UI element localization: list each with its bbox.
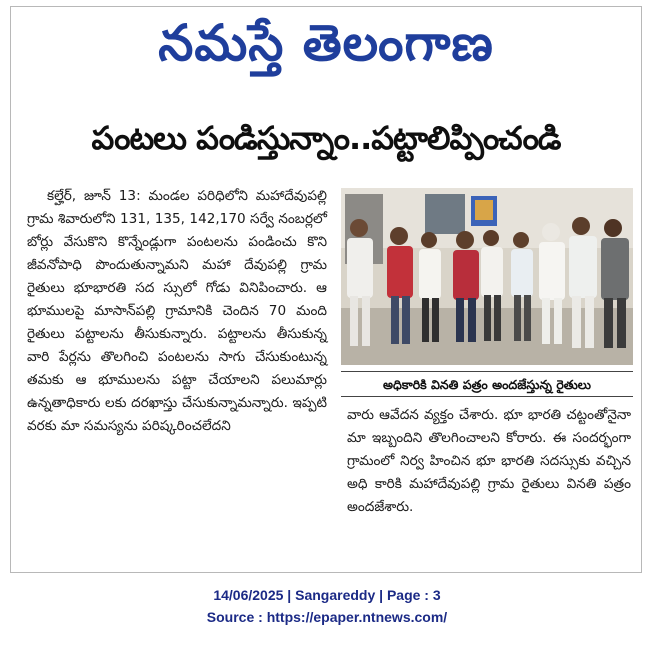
article-body-right-text: వారు ఆవేదన వ్యక్తం చేశారు. భూ భారతి చట్టంతోనైనా మా ఇబ్బందిని తొలగించాలని కోరారు. ఈ సందర్భంగా గ్రామంలో నిర్వ హించిన భూ భారతి సదస్సుకు వచ్చిన అధి కారికి మహాదేవుపల్లి గ్రామ రైతులు వినతి పత్రం అందజేశారు. (347, 407, 631, 515)
article-photo (341, 188, 633, 365)
farmers-group-photo (341, 188, 633, 365)
article-headline: పంటలు పండిస్తున్నాం..పట్టాలిప్పించండి (91, 119, 561, 157)
article-body-left-text: కల్హేర్, జూన్ 13: మండల పరిధిలోని మహాదేవుపల్లి గ్రామ శివారులోని 131, 135, 142,170 సర్వే నంబర్లలో బోర్లు వేసుకొని కొన్నేండ్లుగా పంటలను పండించు కొని జీవనోపాధి పొందుతున్నామని మహా దేవుపల్లి గ్రామ రైతులు భూభారతి సద స్సులో గోడు వినిపించారు. ఆ భూములపై మాసాన్‌పల్లి గ్రామానికి చెందిన 70 మంది రైతులు పట్టాలను తీసుకున్నారు. పట్టాలను తీసుకున్న వారి పేర్లను తొలగించి పంటలను సాగు చేసుకుంటున్న తమకు ఆ భూములను పట్టా చేయాలని పలుమార్లు ఉన్నతాధికారు లకు దరఖాస్తు చేసుకున్నామన్నారు. ఇప్పటి వరకు మా సమస్యను పరిష్కరించలేదని (27, 188, 327, 434)
footer-date-line: 14/06/2025 | Sangareddy | Page : 3 (213, 587, 441, 603)
article-body-right-column (347, 404, 631, 519)
newspaper-masthead: నమస్తే తెలంగాణ (158, 14, 494, 72)
newspaper-clipping (10, 6, 642, 573)
article-body-left-column (27, 185, 327, 438)
photo-caption: అధికారికి వినతి పత్రం అందజేస్తున్న రైతులు (341, 371, 633, 397)
footer-source-line: Source : https://epaper.ntnews.com/ (206, 609, 448, 625)
